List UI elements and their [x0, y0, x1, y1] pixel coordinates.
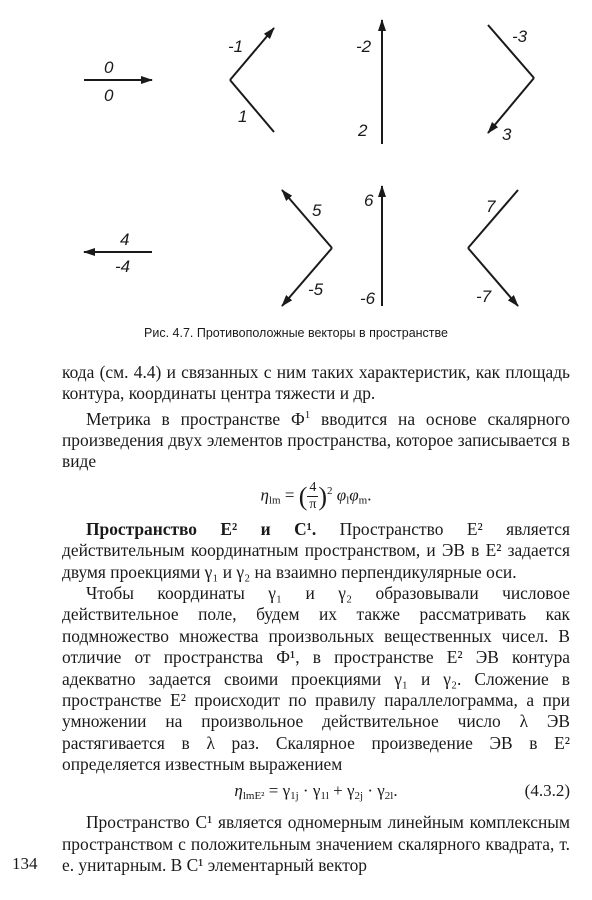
vector-1 — [230, 80, 274, 132]
label-minus-5: -5 — [308, 280, 324, 299]
paragraph-4: Чтобы координаты γ₁ и γ₂ образовывали числовое действительное поле, будем их также рассматривать как подмножество множества произвольных вещественных чисел. В отличие от пространства Ф¹, в пространстве E² ЭВ контура адекватно задается своими проекциями γ₁ и γ₂. Сложение в пространстве E² происходит по правилу параллелограмма, а при умножении на произвольное действительное число λ ЭВ растягивается в λ раз. Скалярное произведение ЭВ в E² определяется известным выражением — [62, 583, 570, 775]
label-5: 5 — [312, 201, 322, 220]
vector-5 — [282, 190, 332, 248]
label-7: 7 — [486, 197, 496, 216]
paragraph-2: Метрика в пространстве $Ф^1$ вводится на основе скалярного произведения двух элементов пространства, которое записывается в виде — [62, 408, 570, 472]
figure-caption: Рис. 4.7. Противоположные векторы в пространстве — [144, 326, 448, 340]
body-text — [62, 362, 570, 876]
formula-scalar-product: $\eta_{lmE^2} = \gamma_{1j} \cdot \gamma_{1l} + \gamma_{2j} \cdot \gamma_{2l}$. (4.3.2) — [234, 780, 570, 802]
label-minus-3: -3 — [512, 27, 528, 46]
paragraph-3: Пространство E² и C¹. Пространство E² является действительным координатным пространством, и ЭВ в E² задается двумя проекциями γ₁ и γ₂ на взаимно перпендикулярные оси. — [62, 518, 571, 582]
label-3: 3 — [502, 125, 512, 144]
label-minus-7: -7 — [476, 287, 492, 306]
label-2: 2 — [358, 121, 368, 140]
vector-minus-5 — [282, 248, 332, 306]
label-4-bottom: -4 — [115, 257, 131, 276]
paragraph-1: кода (см. 4.4) и связанных с ним таких характеристик, как площадь контура, координаты центра тяжести и др. — [62, 362, 570, 404]
label-0-bottom: 0 — [104, 86, 114, 105]
figure-opposite-vectors — [0, 0, 592, 325]
equation-number: (4.3.2) — [524, 780, 570, 800]
label-minus-2: -2 — [356, 37, 372, 56]
label-1: 1 — [238, 107, 248, 126]
label-6: 6 — [364, 191, 374, 210]
label-0-top: 0 — [104, 58, 114, 77]
label-minus-6: -6 — [360, 289, 376, 308]
formula-metric: $\eta_{lm}$ = ( $\frac{4}{\pi}$ )$^2$ $\varphi_l\varphi_m$. — [260, 479, 372, 512]
page-number: 134 — [12, 854, 38, 873]
label-4-top: 4 — [120, 230, 130, 249]
paragraph-5: Пространство C¹ является одномерным линейным комплексным пространством с положительным значением скалярного квадрата, т. е. унитарным. В C¹ элементарный вектор — [62, 812, 570, 875]
label-minus-1: -1 — [228, 37, 244, 56]
